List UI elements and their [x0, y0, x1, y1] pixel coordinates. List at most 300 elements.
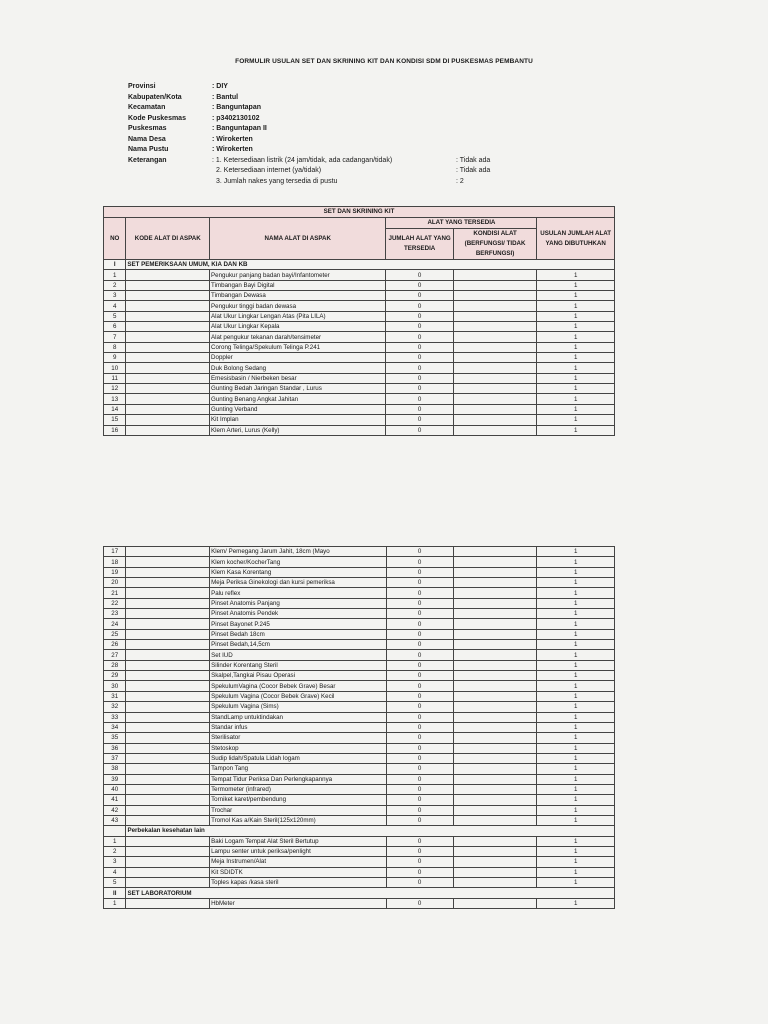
- row-nama: Duk Bolong Sedang: [210, 363, 386, 373]
- row-number: 24: [104, 619, 126, 629]
- row-number: 9: [104, 353, 126, 363]
- keterangan-note: : 1. Ketersediaan listrik (24 jam/tidak, ada cadangan/tidak): [212, 156, 393, 164]
- row-number: 13: [104, 394, 126, 404]
- row-usulan: 1: [537, 784, 615, 794]
- header-kondisi: KONDISI ALAT (BERFUNGSI/ TIDAK BERFUNGSI): [453, 229, 537, 260]
- row-number: 16: [104, 425, 126, 435]
- table-row: [104, 629, 615, 639]
- row-kondisi: [453, 384, 537, 394]
- section-number: II: [104, 888, 126, 898]
- row-jumlah: 0: [386, 619, 453, 629]
- row-kondisi: [453, 681, 537, 691]
- row-kode: [126, 660, 210, 670]
- row-kondisi: [453, 878, 537, 888]
- row-usulan: 1: [537, 671, 615, 681]
- row-nama: Corong Telinga/Spekulum Telinga P.241: [210, 342, 386, 352]
- table-row: [104, 671, 615, 681]
- row-kode: [126, 743, 210, 753]
- row-number: 23: [104, 609, 126, 619]
- row-kode: [126, 764, 210, 774]
- row-kondisi: [453, 619, 537, 629]
- row-kondisi: [453, 547, 537, 557]
- row-nama: Toples kapas /kasa steril: [210, 878, 386, 888]
- row-nama: Kit Implan: [210, 415, 386, 425]
- row-kode: [126, 353, 210, 363]
- row-nama: Klem kocher/KocherTang: [210, 557, 386, 567]
- row-kondisi: [453, 322, 537, 332]
- row-jumlah: 0: [386, 898, 453, 908]
- row-kondisi: [453, 795, 537, 805]
- row-usulan: 1: [537, 547, 615, 557]
- table-row: [104, 609, 615, 619]
- row-kondisi: [453, 774, 537, 784]
- row-kondisi: [453, 332, 537, 342]
- row-number: 34: [104, 722, 126, 732]
- table-row: [104, 774, 615, 784]
- row-jumlah: 0: [386, 609, 453, 619]
- row-number: 11: [104, 373, 126, 383]
- row-kode: [126, 342, 210, 352]
- row-kode: [126, 681, 210, 691]
- row-kondisi: [453, 640, 537, 650]
- row-kode: [126, 712, 210, 722]
- row-kode: [126, 598, 210, 608]
- row-kondisi: [453, 557, 537, 567]
- row-usulan: 1: [537, 691, 615, 701]
- section-row: [104, 826, 615, 836]
- row-nama: Emesisbasin / Nierbeken besar: [210, 373, 386, 383]
- row-kondisi: [453, 691, 537, 701]
- row-jumlah: 0: [386, 846, 453, 856]
- row-kode: [126, 557, 210, 567]
- row-number: 14: [104, 404, 126, 414]
- row-kode: [126, 332, 210, 342]
- row-nama: Timbangan Bayi Digital: [210, 280, 386, 290]
- header-tersedia: ALAT YANG TERSEDIA: [386, 218, 537, 229]
- row-kode: [126, 567, 210, 577]
- equipment-table-page-1: [103, 206, 615, 436]
- row-kode: [126, 815, 210, 825]
- row-kode: [126, 578, 210, 588]
- row-kondisi: [453, 867, 537, 877]
- row-jumlah: 0: [386, 425, 453, 435]
- row-kode: [126, 384, 210, 394]
- row-usulan: 1: [537, 384, 615, 394]
- row-kode: [126, 836, 210, 846]
- row-jumlah: 0: [386, 342, 453, 352]
- table-row: [104, 836, 615, 846]
- row-kondisi: [453, 394, 537, 404]
- table-row: [104, 805, 615, 815]
- row-nama: Gunting Bedah Jaringan Standar , Lurus: [210, 384, 386, 394]
- row-number: 29: [104, 671, 126, 681]
- row-jumlah: 0: [386, 774, 453, 784]
- row-number: 20: [104, 578, 126, 588]
- row-kondisi: [453, 363, 537, 373]
- table-row: [104, 846, 615, 856]
- row-kode: [126, 394, 210, 404]
- info-value: : Wirokerten: [212, 146, 253, 153]
- info-label: Nama Pustu: [128, 146, 169, 153]
- row-usulan: 1: [537, 301, 615, 311]
- row-jumlah: 0: [386, 784, 453, 794]
- row-kondisi: [453, 311, 537, 321]
- row-kode: [126, 270, 210, 280]
- row-nama: Alat Ukur Lingkar Lengan Atas (Pita LILA): [210, 311, 386, 321]
- row-jumlah: 0: [386, 660, 453, 670]
- table-row: [104, 578, 615, 588]
- row-usulan: 1: [537, 753, 615, 763]
- row-usulan: 1: [537, 660, 615, 670]
- info-value: : p3402130102: [212, 114, 260, 122]
- row-kode: [126, 753, 210, 763]
- row-nama: Lampu senter untuk periksa/penlight: [210, 846, 386, 856]
- row-jumlah: 0: [386, 332, 453, 342]
- keterangan-value: : Tidak ada: [456, 167, 491, 174]
- table-row: [104, 557, 615, 567]
- row-kondisi: [453, 660, 537, 670]
- row-kondisi: [453, 373, 537, 383]
- table-row: [104, 681, 615, 691]
- table-row: [104, 764, 615, 774]
- table-row: [104, 322, 615, 332]
- row-jumlah: 0: [386, 384, 453, 394]
- row-usulan: 1: [537, 795, 615, 805]
- row-kode: [126, 857, 210, 867]
- row-number: 1: [104, 270, 126, 280]
- row-jumlah: 0: [386, 311, 453, 321]
- row-number: 2: [104, 280, 126, 290]
- row-nama: HbMeter: [210, 898, 386, 908]
- row-nama: Stetoskop: [210, 743, 386, 753]
- row-nama: Pinset Bayonet P.245: [210, 619, 386, 629]
- row-kode: [126, 415, 210, 425]
- section-label: SET LABORATORIUM: [126, 888, 615, 898]
- row-jumlah: 0: [386, 712, 453, 722]
- row-kondisi: [453, 598, 537, 608]
- table-row: [104, 795, 615, 805]
- table-row: [104, 733, 615, 743]
- row-jumlah: 0: [386, 805, 453, 815]
- table-row: [104, 702, 615, 712]
- row-kode: [126, 322, 210, 332]
- row-jumlah: 0: [386, 691, 453, 701]
- row-jumlah: 0: [386, 650, 453, 660]
- row-usulan: 1: [537, 867, 615, 877]
- row-kode: [126, 774, 210, 784]
- row-usulan: 1: [537, 311, 615, 321]
- table-row: [104, 311, 615, 321]
- row-nama: SpekulumVagina (Cocor Bebek Grave) Besar: [210, 681, 386, 691]
- row-number: 5: [104, 311, 126, 321]
- row-usulan: 1: [537, 619, 615, 629]
- table-row: [104, 270, 615, 280]
- table-row: [104, 394, 615, 404]
- row-usulan: 1: [537, 836, 615, 846]
- row-usulan: 1: [537, 878, 615, 888]
- row-usulan: 1: [537, 857, 615, 867]
- row-kode: [126, 280, 210, 290]
- header-no: NO: [104, 218, 126, 260]
- table-row: [104, 404, 615, 414]
- header-kode: KODE ALAT DI ASPAK: [126, 218, 210, 260]
- row-number: 12: [104, 384, 126, 394]
- row-usulan: 1: [537, 280, 615, 290]
- table-row: [104, 547, 615, 557]
- row-kode: [126, 588, 210, 598]
- row-kode: [126, 609, 210, 619]
- row-jumlah: 0: [386, 353, 453, 363]
- row-nama: Meja Instrumen/Alat: [210, 857, 386, 867]
- row-number: 10: [104, 363, 126, 373]
- row-number: 36: [104, 743, 126, 753]
- row-number: 43: [104, 815, 126, 825]
- row-nama: Standar infus: [210, 722, 386, 732]
- row-kondisi: [453, 578, 537, 588]
- row-usulan: 1: [537, 557, 615, 567]
- table-row: [104, 384, 615, 394]
- equipment-table-page-2: [103, 546, 615, 909]
- section-label: SET PEMERIKSAAN UMUM, KIA DAN KB: [126, 260, 615, 270]
- header-usulan: USULAN JUMLAH ALAT YANG DIBUTUHKAN: [537, 218, 615, 260]
- table-row: [104, 878, 615, 888]
- row-jumlah: 0: [386, 629, 453, 639]
- row-nama: Termometer (infrared): [210, 784, 386, 794]
- row-number: 28: [104, 660, 126, 670]
- row-kode: [126, 301, 210, 311]
- row-number: 40: [104, 784, 126, 794]
- row-usulan: 1: [537, 815, 615, 825]
- row-kondisi: [453, 805, 537, 815]
- row-jumlah: 0: [386, 373, 453, 383]
- row-usulan: 1: [537, 394, 615, 404]
- table-row: [104, 784, 615, 794]
- table-row: [104, 363, 615, 373]
- row-kode: [126, 629, 210, 639]
- row-nama: Pengukur panjang badan bayi/Infantometer: [210, 270, 386, 280]
- row-nama: Pinset Anatomis Pendek: [210, 609, 386, 619]
- row-number: 1: [104, 836, 126, 846]
- table-row: [104, 753, 615, 763]
- keterangan-note: 3. Jumlah nakes yang tersedia di pustu: [216, 177, 338, 185]
- info-label: Kode Puskesmas: [128, 114, 186, 122]
- row-kondisi: [453, 342, 537, 352]
- row-kode: [126, 311, 210, 321]
- row-nama: Timbangan Dewasa: [210, 291, 386, 301]
- row-nama: Gunting Verband: [210, 404, 386, 414]
- row-number: 6: [104, 322, 126, 332]
- table-row: [104, 660, 615, 670]
- keterangan-label: Keterangan: [128, 156, 167, 164]
- info-value: : Bantul: [212, 93, 239, 101]
- row-nama: Torniket karet/pembendung: [210, 795, 386, 805]
- row-kondisi: [453, 836, 537, 846]
- info-value: : DIY: [212, 83, 228, 90]
- row-nama: Pinset Anatomis Panjang: [210, 598, 386, 608]
- row-kode: [126, 671, 210, 681]
- table-row: [104, 691, 615, 701]
- row-kode: [126, 878, 210, 888]
- row-usulan: 1: [537, 743, 615, 753]
- row-kondisi: [453, 671, 537, 681]
- row-nama: Tromol Kas a/Kain Steril(125x120mm): [210, 815, 386, 825]
- row-nama: Meja Periksa Ginekologi dan kursi pemeriksa: [210, 578, 386, 588]
- table-row: [104, 425, 615, 435]
- row-kondisi: [453, 588, 537, 598]
- row-number: 42: [104, 805, 126, 815]
- row-jumlah: 0: [386, 404, 453, 414]
- row-jumlah: 0: [386, 640, 453, 650]
- table-row: [104, 867, 615, 877]
- row-nama: Sterilisator: [210, 733, 386, 743]
- row-kondisi: [453, 291, 537, 301]
- row-usulan: 1: [537, 425, 615, 435]
- row-nama: Klem Arteri, Lurus (Kelly): [210, 425, 386, 435]
- row-usulan: 1: [537, 342, 615, 352]
- row-number: 26: [104, 640, 126, 650]
- row-jumlah: 0: [386, 301, 453, 311]
- row-usulan: 1: [537, 578, 615, 588]
- row-kondisi: [453, 425, 537, 435]
- header-jumlah: JUMLAH ALAT YANG TERSEDIA: [386, 229, 453, 260]
- row-kode: [126, 691, 210, 701]
- row-nama: Silinder Korentang Steril: [210, 660, 386, 670]
- row-nama: Doppler: [210, 353, 386, 363]
- row-nama: Set IUD: [210, 650, 386, 660]
- row-usulan: 1: [537, 332, 615, 342]
- row-nama: Pinset Bedah 18cm: [210, 629, 386, 639]
- row-nama: Baki Logam Tempat Alat Steril Bertutup: [210, 836, 386, 846]
- row-number: 33: [104, 712, 126, 722]
- row-jumlah: 0: [386, 598, 453, 608]
- info-label: Provinsi: [128, 83, 156, 90]
- row-jumlah: 0: [386, 578, 453, 588]
- row-number: 8: [104, 342, 126, 352]
- header-nama: NAMA ALAT DI ASPAK: [210, 218, 386, 260]
- row-number: 31: [104, 691, 126, 701]
- row-nama: Trochar: [210, 805, 386, 815]
- row-kondisi: [453, 702, 537, 712]
- row-jumlah: 0: [386, 322, 453, 332]
- table-row: [104, 712, 615, 722]
- section-row: [104, 888, 615, 898]
- keterangan-value: : Tidak ada: [456, 156, 491, 164]
- row-kondisi: [453, 609, 537, 619]
- row-number: 25: [104, 629, 126, 639]
- table-row: [104, 619, 615, 629]
- row-number: 7: [104, 332, 126, 342]
- row-kode: [126, 805, 210, 815]
- table-row: [104, 640, 615, 650]
- section-label: Perbekalan kesehatan lain: [126, 826, 615, 836]
- row-usulan: 1: [537, 567, 615, 577]
- row-usulan: 1: [537, 404, 615, 414]
- document-title: FORMULIR USULAN SET DAN SKRINING KIT DAN KONDISI SDM DI PUSKESMAS PEMBANTU: [235, 58, 533, 65]
- info-label: Kecamatan: [128, 104, 166, 111]
- row-kondisi: [453, 270, 537, 280]
- row-number: 17: [104, 547, 126, 557]
- row-usulan: 1: [537, 774, 615, 784]
- table-body-page-1: [104, 260, 615, 436]
- row-number: 41: [104, 795, 126, 805]
- row-jumlah: 0: [386, 671, 453, 681]
- row-jumlah: 0: [386, 795, 453, 805]
- row-kondisi: [453, 353, 537, 363]
- row-kode: [126, 867, 210, 877]
- info-label: Kabupaten/Kota: [128, 93, 182, 101]
- table-row: [104, 743, 615, 753]
- row-number: 5: [104, 878, 126, 888]
- table-row: [104, 650, 615, 660]
- row-usulan: 1: [537, 712, 615, 722]
- row-kondisi: [453, 784, 537, 794]
- row-jumlah: 0: [386, 722, 453, 732]
- row-kondisi: [453, 712, 537, 722]
- row-nama: Tampon Tang: [210, 764, 386, 774]
- row-number: 3: [104, 291, 126, 301]
- table-title: SET DAN SKRINING KIT: [104, 207, 615, 218]
- row-usulan: 1: [537, 363, 615, 373]
- row-jumlah: 0: [386, 836, 453, 846]
- row-jumlah: 0: [386, 815, 453, 825]
- row-nama: Alat pengukur tekanan darah/tensimeter: [210, 332, 386, 342]
- row-kondisi: [453, 846, 537, 856]
- table-row: [104, 567, 615, 577]
- row-jumlah: 0: [386, 588, 453, 598]
- row-usulan: 1: [537, 722, 615, 732]
- row-usulan: 1: [537, 650, 615, 660]
- row-number: 27: [104, 650, 126, 660]
- row-number: 35: [104, 733, 126, 743]
- row-kode: [126, 291, 210, 301]
- info-label: Puskesmas: [128, 125, 167, 132]
- row-kondisi: [453, 280, 537, 290]
- row-nama: Spekulum Vagina (Cocor Bebek Grave) Kecil: [210, 691, 386, 701]
- table-row: [104, 898, 615, 908]
- row-nama: Pinset Bedah,14,5cm: [210, 640, 386, 650]
- row-kondisi: [453, 567, 537, 577]
- table-row: [104, 280, 615, 290]
- row-kode: [126, 373, 210, 383]
- table-row: [104, 598, 615, 608]
- info-label: Nama Desa: [128, 135, 166, 143]
- row-jumlah: 0: [386, 280, 453, 290]
- row-kondisi: [453, 815, 537, 825]
- row-usulan: 1: [537, 291, 615, 301]
- row-nama: Spekulum Vagina (Sims): [210, 702, 386, 712]
- row-kode: [126, 425, 210, 435]
- row-kondisi: [453, 753, 537, 763]
- row-kode: [126, 784, 210, 794]
- info-value: : Wirokerten: [212, 135, 253, 143]
- row-number: 37: [104, 753, 126, 763]
- row-number: 22: [104, 598, 126, 608]
- row-nama: Sudip lidah/Spatula Lidah logam: [210, 753, 386, 763]
- row-number: 4: [104, 301, 126, 311]
- row-kondisi: [453, 415, 537, 425]
- table-row: [104, 722, 615, 732]
- row-number: 18: [104, 557, 126, 567]
- row-jumlah: 0: [386, 291, 453, 301]
- row-jumlah: 0: [386, 547, 453, 557]
- row-jumlah: 0: [386, 743, 453, 753]
- row-kode: [126, 795, 210, 805]
- row-usulan: 1: [537, 373, 615, 383]
- row-nama: StandLamp untuktindakan: [210, 712, 386, 722]
- row-usulan: 1: [537, 846, 615, 856]
- row-number: 39: [104, 774, 126, 784]
- row-jumlah: 0: [386, 764, 453, 774]
